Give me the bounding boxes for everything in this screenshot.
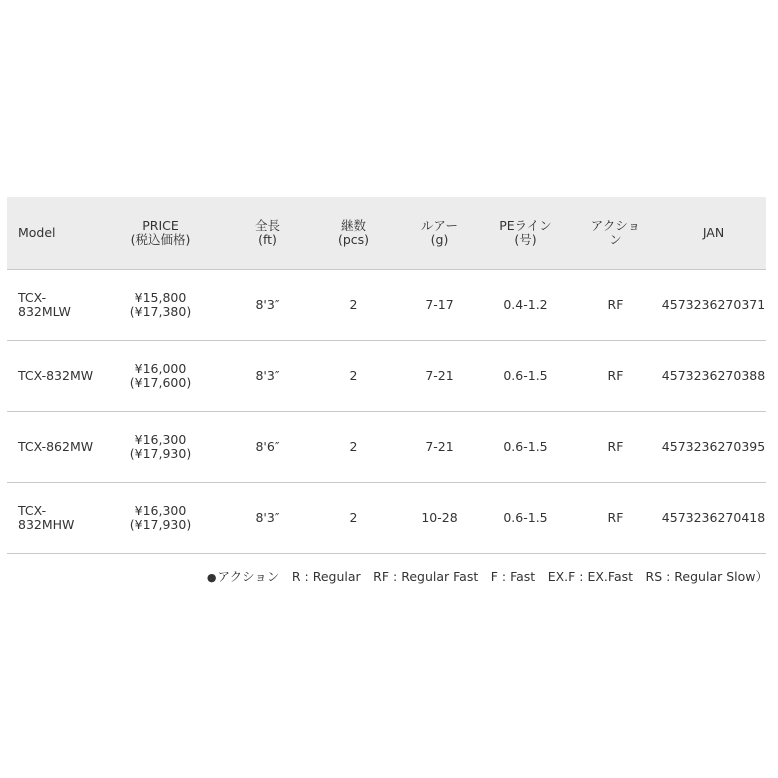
cell-action: RF <box>607 509 624 525</box>
cell-jan: 4573236270395 <box>661 438 766 454</box>
cell-pieces: 2 <box>349 296 358 312</box>
cell-pe-line: 0.6-1.5 <box>503 438 548 454</box>
cell-length: 8'3″ <box>255 296 280 312</box>
cell-jan: 4573236270388 <box>661 367 766 383</box>
cell-jan: 4573236270371 <box>661 296 766 312</box>
bullet-icon: ● <box>206 571 217 584</box>
cell-price: ¥16,000 (¥17,600) <box>129 360 192 390</box>
table-row <box>7 269 766 340</box>
cell-lure: 7-21 <box>425 367 454 383</box>
action-legend-note <box>207 567 768 585</box>
spec-table <box>7 197 766 554</box>
header-lure: ルアー (g) <box>420 217 459 247</box>
cell-length: 8'3″ <box>255 509 280 525</box>
cell-pieces: 2 <box>349 509 358 525</box>
cell-action: RF <box>607 367 624 383</box>
header-price: PRICE (税込価格) <box>130 217 191 247</box>
cell-action: RF <box>607 438 624 454</box>
cell-model: TCX-862MW <box>18 438 94 454</box>
cell-model: TCX-832MW <box>18 367 94 383</box>
header-model: Model <box>18 224 56 240</box>
header-row <box>7 197 766 269</box>
cell-lure: 10-28 <box>421 509 458 525</box>
cell-model: TCX- 832MHW <box>18 502 75 532</box>
cell-length: 8'3″ <box>255 367 280 383</box>
cell-pieces: 2 <box>349 367 358 383</box>
cell-pieces: 2 <box>349 438 358 454</box>
table-row <box>7 411 766 482</box>
header-length: 全長 (ft) <box>254 217 280 247</box>
cell-price: ¥16,300 (¥17,930) <box>129 431 192 461</box>
table-body <box>7 269 766 553</box>
header-action: アクショ ン <box>590 217 641 247</box>
cell-pe-line: 0.6-1.5 <box>503 509 548 525</box>
action-legend-text: アクション R : Regular RF : Regular Fast F : Fast EX.F : EX.Fast RS : Regular Slow） <box>217 569 768 584</box>
cell-action: RF <box>607 296 624 312</box>
cell-lure: 7-21 <box>425 438 454 454</box>
table-row <box>7 482 766 553</box>
cell-lure: 7-17 <box>425 296 454 312</box>
cell-price: ¥15,800 (¥17,380) <box>129 289 192 319</box>
cell-price: ¥16,300 (¥17,930) <box>129 502 192 532</box>
header-jan: JAN <box>702 224 725 240</box>
cell-pe-line: 0.4-1.2 <box>503 296 548 312</box>
cell-jan: 4573236270418 <box>661 509 766 525</box>
cell-length: 8'6″ <box>255 438 280 454</box>
table-row <box>7 340 766 411</box>
cell-model: TCX-832MLW <box>18 289 71 319</box>
header-pe-line: PEライン (号) <box>499 217 552 247</box>
cell-pe-line: 0.6-1.5 <box>503 367 548 383</box>
table-header <box>7 197 766 269</box>
header-pieces: 継数 (pcs) <box>337 217 370 247</box>
